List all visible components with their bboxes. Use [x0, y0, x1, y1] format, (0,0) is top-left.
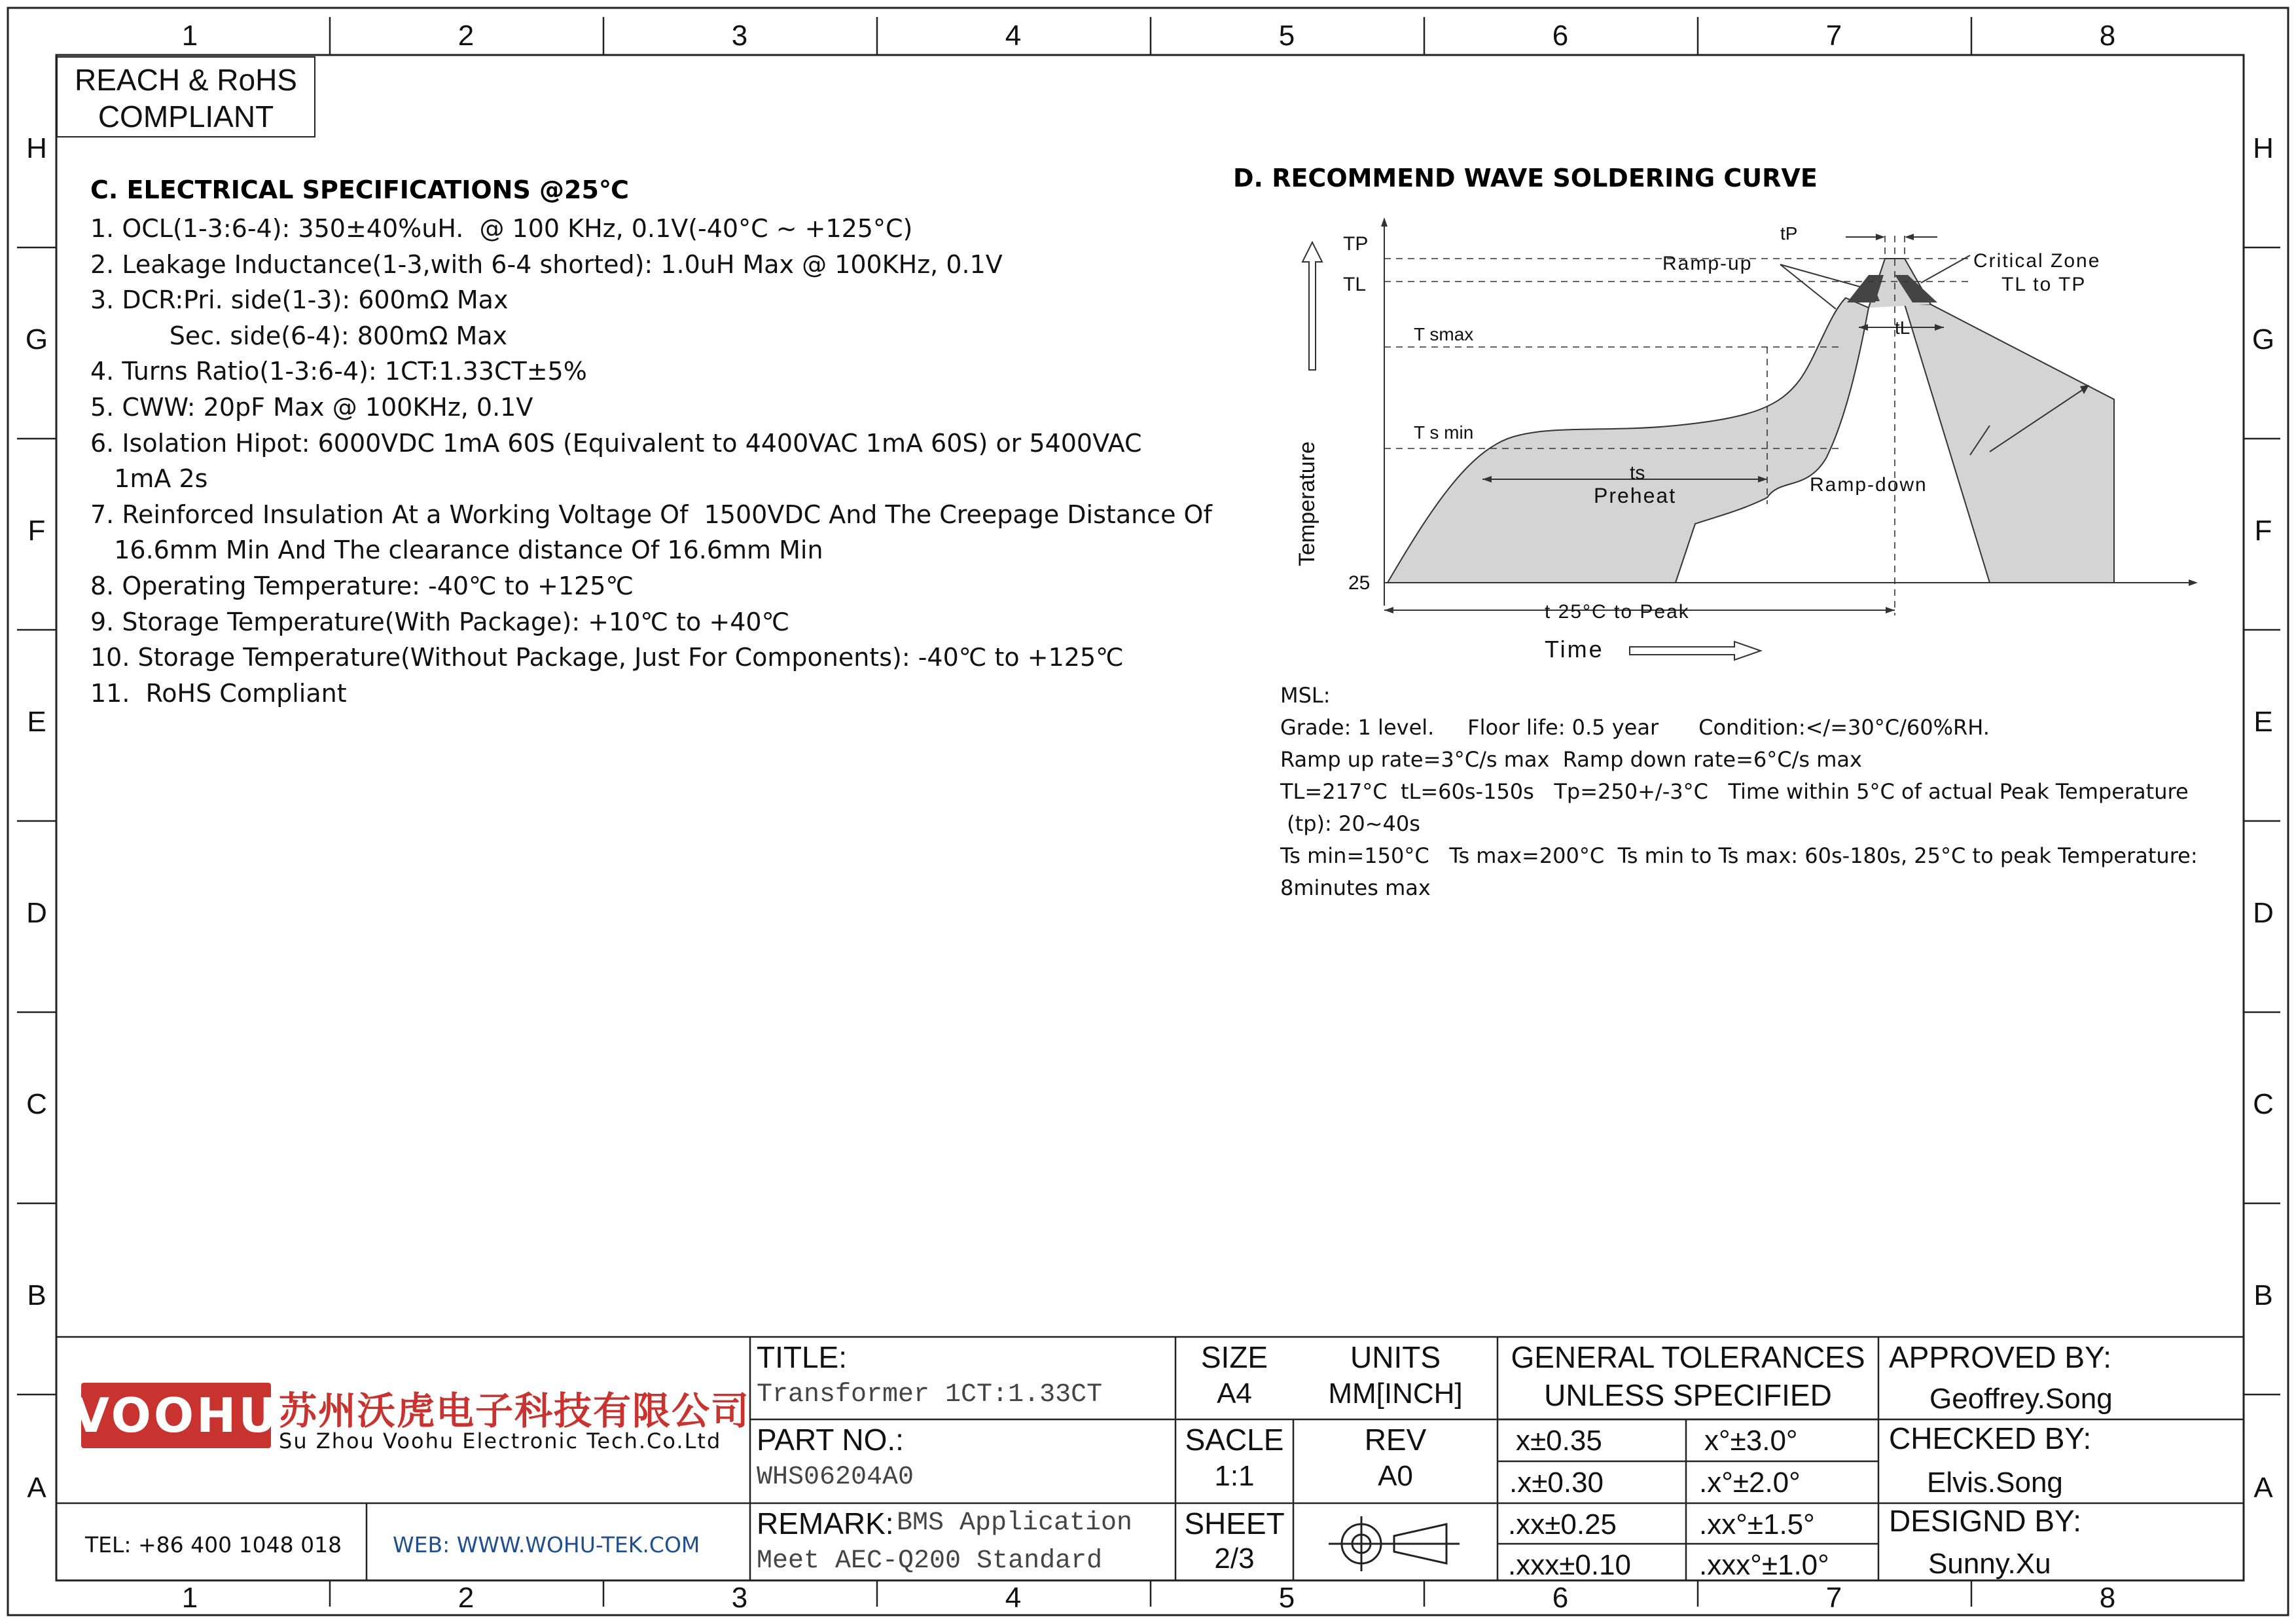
zone-column-1: 1 — [181, 20, 198, 52]
rev-label: REV — [1364, 1423, 1427, 1457]
scale-value: 1:1 — [1214, 1460, 1255, 1492]
tolerance-angular: .xxx°±1.0° — [1699, 1549, 1829, 1581]
spec-item: 6. Isolation Hipot: 6000VDC 1mA 60S (Equivalent to 4400VAC 1mA 60S) or 5400VAC — [90, 428, 1142, 458]
spec-item: 8. Operating Temperature: -40℃ to +125℃ — [90, 571, 634, 600]
x-axis-label: Time — [1545, 636, 1604, 663]
checked-by-name: Elvis.Song — [1927, 1467, 2063, 1499]
soldering-curve-diagram — [1283, 210, 2212, 681]
preheat-label: Preheat — [1594, 484, 1677, 507]
remark-label: REMARK: — [757, 1506, 894, 1541]
ramp-down-label: Ramp-down — [1810, 474, 1928, 496]
time-arrow-icon — [1630, 642, 1761, 660]
temperature-up-arrow-icon — [1302, 242, 1322, 370]
electrical-specs-list — [90, 211, 1242, 711]
compliance-box — [56, 56, 315, 137]
zone-column-6: 6 — [1552, 20, 1569, 52]
spec-item: 7. Reinforced Insulation At a Working Voltage Of 1500VDC And The Creepage Distance Of — [90, 500, 1212, 529]
zone-column-2-bottom: 2 — [457, 1582, 475, 1614]
zone-row-f: F — [27, 515, 46, 547]
ramp-down-profile-area — [1905, 304, 2114, 583]
msl-line: (tp): 20~40s — [1280, 811, 1420, 836]
tolerance-linear: .xxx±0.10 — [1508, 1549, 1632, 1581]
company-web: WEB: WWW.WOHU-TEK.COM — [393, 1532, 700, 1558]
designed-by-label: DESIGND BY: — [1889, 1504, 2081, 1538]
critical-zone-line-1: Critical Zone — [1973, 250, 2101, 272]
spec-item: Sec. side(6-4): 800mΩ Max — [90, 321, 508, 350]
tolerances-heading-1: GENERAL TOLERANCES — [1511, 1340, 1865, 1374]
tsmin-label: T s min — [1414, 422, 1474, 443]
tolerance-angular: .xx°±1.5° — [1699, 1508, 1815, 1541]
remark-value-2: Meet AEC-Q200 Standard — [757, 1546, 1103, 1576]
spec-item: 1mA 2s — [90, 464, 208, 494]
scale-label: SACLE — [1185, 1423, 1284, 1457]
zone-row-g: G — [25, 323, 48, 356]
tolerances-heading-2: UNLESS SPECIFIED — [1544, 1378, 1832, 1412]
tolerance-linear: .xx±0.25 — [1508, 1508, 1617, 1541]
rev-value: A0 — [1378, 1460, 1413, 1492]
spec-item: 10. Storage Temperature(Without Package, Just For Components): -40℃ to +125℃ — [90, 643, 1124, 672]
company-name-english: Su Zhou Voohu Electronic Tech.Co.Ltd — [279, 1429, 722, 1453]
msl-line: Grade: 1 level. Floor life: 0.5 year Condition:</=30°C/60%RH. — [1280, 715, 1990, 740]
peak-time-label: t 25°C to Peak — [1545, 601, 1690, 623]
zone-column-3: 3 — [731, 20, 748, 52]
tl-label: TL — [1343, 274, 1367, 295]
remark-value-1: BMS Application — [897, 1508, 1133, 1538]
msl-line: 8minutes max — [1280, 875, 1431, 900]
spec-item: 4. Turns Ratio(1-3:6-4): 1CT:1.33CT±5% — [90, 357, 587, 386]
spec-item: 1. OCL(1-3:6-4): 350±40%uH. @ 100 KHz, 0.1V(-40°C ~ +125°C) — [90, 214, 913, 243]
part-number-value: WHS06204A0 — [757, 1463, 914, 1492]
msl-line: Ramp up rate=3°C/s max Ramp down rate=6°C/s max — [1280, 747, 1862, 772]
zone-row-a: A — [27, 1472, 46, 1504]
electrical-specs-title: C. ELECTRICAL SPECIFICATIONS @25℃ — [90, 175, 629, 204]
msl-notes — [1280, 680, 2249, 904]
company-name-chinese: 苏州沃虎电子科技有限公司 — [279, 1389, 751, 1433]
msl-line: MSL: — [1280, 683, 1331, 708]
title-value: Transformer 1CT:1.33CT — [757, 1380, 1103, 1410]
tp-time-label: tP — [1780, 223, 1798, 244]
y-axis-label: Temperature — [1295, 441, 1319, 566]
zone-row-e-right: E — [2253, 706, 2273, 738]
zone-row-b: B — [27, 1279, 46, 1311]
zone-column-8-bottom: 8 — [2099, 1582, 2116, 1614]
first-angle-projection-icon — [1329, 1516, 1460, 1571]
compliance-line-2: COMPLIANT — [98, 100, 274, 134]
zone-row-a-right: A — [2253, 1472, 2273, 1504]
units-value: MM[INCH] — [1328, 1377, 1463, 1410]
approved-by-label: APPROVED BY: — [1889, 1340, 2112, 1374]
zone-row-d-right: D — [2253, 897, 2274, 929]
tp-label: TP — [1343, 233, 1369, 255]
soldering-curve-title: D. RECOMMEND WAVE SOLDERING CURVE — [1233, 164, 1818, 192]
zone-column-5: 5 — [1278, 20, 1295, 52]
zone-row-d: D — [26, 897, 47, 929]
zone-column-7-bottom: 7 — [1825, 1582, 1842, 1614]
tolerance-linear: .x±0.30 — [1509, 1467, 1604, 1499]
size-label: SIZE — [1200, 1340, 1268, 1374]
ramp-up-label: Ramp-up — [1662, 253, 1753, 274]
critical-zone-line-2: TL to TP — [2001, 274, 2087, 295]
zone-column-7: 7 — [1825, 20, 1842, 52]
zone-row-c-right: C — [2253, 1088, 2274, 1120]
tolerance-angular: .x°±2.0° — [1699, 1467, 1801, 1499]
zone-row-c: C — [26, 1088, 47, 1120]
zone-column-2: 2 — [457, 20, 475, 52]
zone-column-3-bottom: 3 — [731, 1582, 748, 1614]
part-number-label: PART NO.: — [757, 1423, 904, 1457]
units-label: UNITS — [1350, 1340, 1441, 1374]
tl-time-label: tL — [1895, 318, 1910, 338]
tsmax-label: T smax — [1414, 324, 1474, 344]
zone-column-5-bottom: 5 — [1278, 1582, 1295, 1614]
zone-row-g-right: G — [2251, 323, 2275, 356]
spec-item: 16.6mm Min And The clearance distance Of 16.6mm Min — [90, 536, 823, 565]
company-logo: VOOHU — [81, 1383, 271, 1448]
zone-column-8: 8 — [2099, 20, 2116, 52]
zone-row-h-right: H — [2253, 132, 2274, 164]
zone-column-1-bottom: 1 — [181, 1582, 198, 1614]
title-label: TITLE: — [757, 1340, 848, 1374]
tolerance-linear: x±0.35 — [1516, 1425, 1602, 1457]
compliance-line-1: REACH & RoHS — [75, 63, 297, 97]
zone-column-4: 4 — [1005, 20, 1022, 52]
zone-column-6-bottom: 6 — [1552, 1582, 1569, 1614]
size-value: A4 — [1217, 1377, 1252, 1410]
spec-item: 9. Storage Temperature(With Package): +10℃ to +40℃ — [90, 607, 790, 636]
checked-by-label: CHECKED BY: — [1889, 1421, 2092, 1455]
approved-by-name: Geoffrey.Song — [1929, 1383, 2113, 1415]
designed-by-name: Sunny.Xu — [1928, 1548, 2051, 1580]
sheet-value: 2/3 — [1214, 1542, 1255, 1575]
spec-item: 3. DCR:Pri. side(1-3): 600mΩ Max — [90, 285, 509, 315]
msl-line: TL=217°C tL=60s-150s Tp=250+/-3°C Time within 5°C of actual Peak Temperature — [1280, 779, 2189, 804]
spec-item: 2. Leakage Inductance(1-3,with 6-4 shorted): 1.0uH Max @ 100KHz, 0.1V — [90, 249, 1003, 279]
ts-label: ts — [1630, 462, 1645, 484]
spec-item: 5. CWW: 20pF Max @ 100KHz, 0.1V — [90, 392, 533, 422]
sheet-label: SHEET — [1184, 1506, 1285, 1541]
company-tel: TEL: +86 400 1048 018 — [85, 1532, 342, 1558]
zone-row-e: E — [27, 706, 46, 738]
msl-line: Ts min=150°C Ts max=200°C Ts min to Ts max: 60s-180s, 25°C to peak Temperature: — [1280, 843, 2198, 868]
zone-column-4-bottom: 4 — [1005, 1582, 1022, 1614]
zone-row-h: H — [26, 132, 47, 164]
zone-row-b-right: B — [2253, 1279, 2273, 1311]
tolerance-angular: x°±3.0° — [1704, 1425, 1798, 1457]
spec-item: 11. RoHS Compliant — [90, 678, 347, 708]
y-base-label: 25 — [1348, 572, 1371, 594]
zone-row-f-right: F — [2254, 515, 2272, 547]
